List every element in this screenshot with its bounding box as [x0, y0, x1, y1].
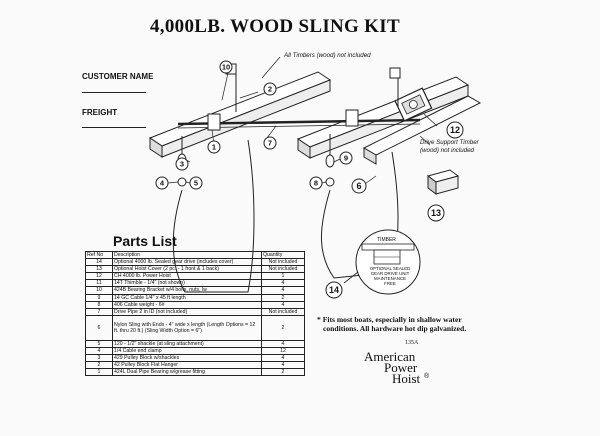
part-ref-cell: 2 [86, 362, 113, 369]
part-ref-cell: 10 [86, 287, 113, 294]
brand-mark: ® [424, 373, 430, 380]
left-timber-top [150, 72, 330, 146]
parts-row [86, 315, 305, 340]
cable-weight-left [178, 178, 186, 186]
part-quantity-cell: Not included [262, 259, 305, 266]
bearing-bracket-right [346, 110, 358, 126]
parts-table-body [86, 259, 305, 376]
part-description-cell: 406 Cable weight - 6# [113, 301, 262, 308]
part-quantity-cell: 12 [262, 347, 305, 354]
callout-number: 13 [430, 208, 442, 218]
hoist-cover [428, 170, 458, 194]
part-ref-cell: 1 [86, 369, 113, 376]
part-ref-cell: 4 [86, 347, 113, 354]
part-description-cell: 14 GC Cable 1/4" x 45 ft length [113, 294, 262, 301]
parts-row [86, 362, 305, 369]
callout-number: 1 [211, 142, 217, 152]
parts-row [86, 369, 305, 376]
part-ref-cell: 14 [86, 259, 113, 266]
col-ref: Ref No [86, 252, 113, 259]
fit-note [317, 315, 466, 333]
parts-row [86, 259, 305, 266]
part-ref-cell: 13 [86, 266, 113, 273]
parts-table-header [86, 252, 305, 259]
parts-row [86, 308, 305, 315]
part-quantity-cell: 2 [262, 294, 305, 301]
part-description-cell: Optional Hoist Cover (2 pc. - 1 front & 1 back) [113, 266, 262, 273]
gear-unit-note [368, 266, 412, 286]
fit-note-line1: * Fits most boats, especially in shallow water [317, 315, 462, 324]
parts-row [86, 347, 305, 354]
part-ref-cell: 12 [86, 273, 113, 280]
callout-number: 3 [179, 159, 185, 169]
part-ref-cell: 11 [86, 280, 113, 287]
parts-row [86, 355, 305, 362]
callout-number: 4 [159, 178, 165, 188]
part-description-cell: Drive Pipe 2 in ID (not included) [113, 308, 262, 315]
parts-row [86, 287, 305, 294]
callout-number: 12 [449, 125, 461, 135]
callout-number: 10 [221, 62, 231, 72]
drive-support-note-line1: Drive Support Timber [420, 139, 479, 146]
part-quantity-cell: 4 [262, 287, 305, 294]
part-quantity-cell: Not included [262, 308, 305, 315]
brand-line1: American [364, 349, 416, 364]
part-ref-cell: 8 [86, 301, 113, 308]
parts-row [86, 280, 305, 287]
part-ref-cell: 9 [86, 294, 113, 301]
part-ref-cell: 3 [86, 355, 113, 362]
part-description-cell: 424B Bearing Bracket w/4 bolts, nuts, lw [113, 287, 262, 294]
part-description-cell: 429 Pulley Block w/shackles [113, 355, 262, 362]
gear-unit-line2: GEAR DRIVE UNIT [370, 271, 410, 276]
part-quantity-cell: 4 [262, 362, 305, 369]
brand-line2: Power [384, 360, 418, 375]
part-description-cell: 1/4 Cable end clamp [113, 347, 262, 354]
bearing-bracket-left [208, 114, 220, 130]
callout-number: 14 [328, 285, 340, 295]
parts-row [86, 266, 305, 273]
parts-row [86, 294, 305, 301]
part-quantity-cell: 1 [262, 273, 305, 280]
part-quantity-cell: 4 [262, 340, 305, 347]
parts-table [85, 251, 305, 376]
gear-unit-line1: OPTIONAL SEALED [369, 266, 411, 271]
part-ref-cell: 6 [86, 315, 113, 340]
page-title: 4,000LB. WOOD SLING KIT [150, 16, 400, 37]
brand-line3: Hoist [392, 371, 421, 386]
customer-name-label: CUSTOMER NAME [82, 72, 154, 81]
part-description-cell: 14T Thimble - 1/4" (not shown) [113, 280, 262, 287]
part-description-cell: Optional 4000 lb. Sealed gear drive (includes cover) [113, 259, 262, 266]
timber-label: TIMBER [377, 237, 396, 243]
pulley-block-right [326, 155, 334, 167]
gear-unit-line3: MAINTENANCE FREE [374, 276, 406, 286]
callout-number: 8 [313, 178, 319, 188]
part-description-cell: 120 - 1/2" shackle (at sling attachment) [113, 340, 262, 347]
part-quantity-cell: 4 [262, 301, 305, 308]
parts-list-title: Parts List [113, 233, 177, 249]
drive-support-note-line2: (wood) not included [420, 147, 475, 154]
part-quantity-cell: 2 [262, 369, 305, 376]
fit-note-line2: conditions. All hardware hot dip galvanized. [323, 324, 467, 333]
callout-number: 7 [267, 138, 273, 148]
part-quantity-cell: 2 [262, 315, 305, 340]
part-description-cell: 424L Dual Pipe Bearing w/grease fitting [113, 369, 262, 376]
freight-label: FREIGHT [82, 108, 118, 117]
col-description: Description [113, 252, 262, 259]
part-ref-cell: 7 [86, 308, 113, 315]
part-description-cell: Nylon Sling with Ends - 4" wide x length (Length Options = 12 ft. thru 20 ft.) (Sling Width Option = 6") [113, 315, 262, 340]
col-quantity: Quantity [262, 252, 305, 259]
cable-weight-right [326, 178, 334, 186]
callout-number: 2 [267, 84, 273, 94]
part-quantity-cell: 4 [262, 280, 305, 287]
part-description-cell: 42 Pulley Block Flat Hanger [113, 362, 262, 369]
parts-row [86, 273, 305, 280]
parts-row [86, 340, 305, 347]
callout-number: 6 [356, 181, 362, 191]
part-description-cell: CH 4000 lb. Power Hoist [113, 273, 262, 280]
brand-code: 135A [405, 340, 419, 346]
part-ref-cell: 5 [86, 340, 113, 347]
part-quantity-cell: Not included [262, 266, 305, 273]
timbers-note: All Timbers (wood) not included [284, 52, 371, 59]
pulley-hanger-right [390, 68, 400, 78]
callout-number: 5 [193, 178, 199, 188]
part-quantity-cell: 4 [262, 355, 305, 362]
callout-number: 9 [343, 153, 349, 163]
parts-row [86, 301, 305, 308]
